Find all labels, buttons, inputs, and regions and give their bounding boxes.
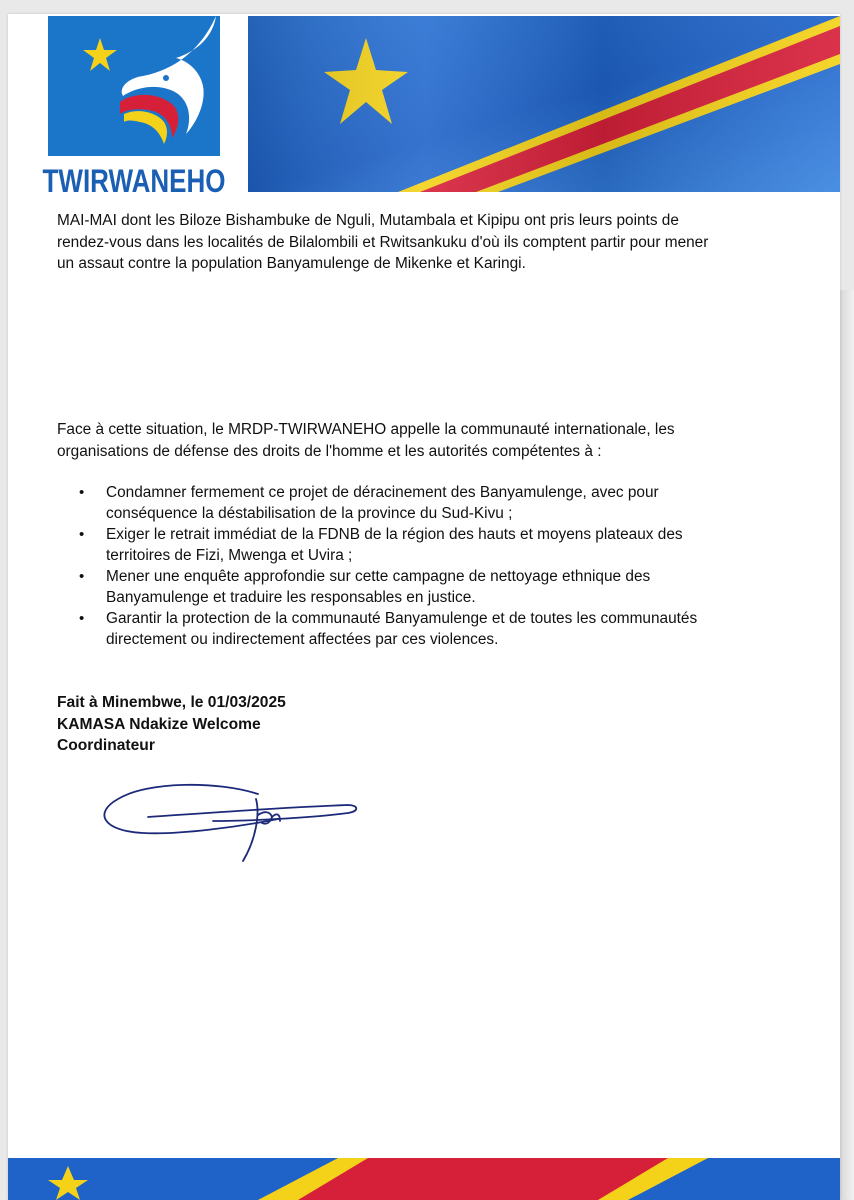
list-item [57,608,757,650]
drc-flag-image [248,16,840,192]
handwritten-signature [48,769,468,879]
demands-list [57,482,757,650]
drc-flag-strip-image [8,1158,840,1200]
signature-block [57,692,286,757]
signatory-name: KAMASA Ndakize Welcome [57,715,261,733]
bullet-icon: • [79,526,85,543]
signature-image [48,769,468,879]
paragraph-line: MAI-MAI dont les Biloze Bishambuke de Nguli, Mutambala et Kipipu ont pris leurs points de [57,212,679,229]
twirwaneho-logo [38,16,230,204]
list-item-line: Condamner fermement ce projet de déracinement des Banyamulenge, avec pour [106,484,659,501]
footer-flag-banner [8,1158,840,1200]
list-item-line: conséquence la déstabilisation de la province du Sud-Kivu ; [106,505,513,522]
paragraph-line: un assaut contre la population Banyamulenge de Mikenke et Karingi. [57,255,526,272]
paragraph-line: rendez-vous dans les localités de Bilalombili et Rwitsankuku d'où ils comptent partir pour mener [57,233,709,251]
list-item-line: directement ou indirectement affectées par ces violences. [106,631,499,648]
appeal-paragraph [57,419,757,462]
list-item [57,482,757,524]
list-item-line: territoires de Fizi, Mwenga et Uvira ; [106,547,353,564]
bullet-icon: • [79,484,85,501]
eagle-star-icon [48,16,220,156]
list-item [57,524,757,566]
logo-emblem [48,16,220,156]
signatory-title: Coordinateur [57,737,155,754]
page-edge-shadow [840,290,854,1200]
list-item-line: Mener une enquête approfondie sur cette campagne de nettoyage ethnique des [106,568,651,585]
flag-banner [248,16,840,192]
bullet-icon: • [79,610,85,627]
document-page [8,14,840,1200]
intro-paragraph [57,210,757,275]
list-item-line: Garantir la protection de la communauté Banyamulenge et de toutes les communautés [106,610,698,627]
paragraph-line: Face à cette situation, le MRDP-TWIRWANEHO appelle la communauté internationale, les [57,421,675,438]
bullet-icon: • [79,568,85,585]
list-item-line: Exiger le retrait immédiat de la FDNB de la région des hauts et moyens plateaux des [106,526,683,543]
logo-wordmark: TWIRWANEHO [42,162,226,200]
list-item-line: Banyamulenge et traduire les responsables en justice. [106,589,476,606]
place-date: Fait à Minembwe, le 01/03/2025 [57,694,286,711]
list-item [57,566,757,608]
paragraph-line: organisations de défense des droits de l'homme et les autorités compétentes à : [57,442,602,460]
